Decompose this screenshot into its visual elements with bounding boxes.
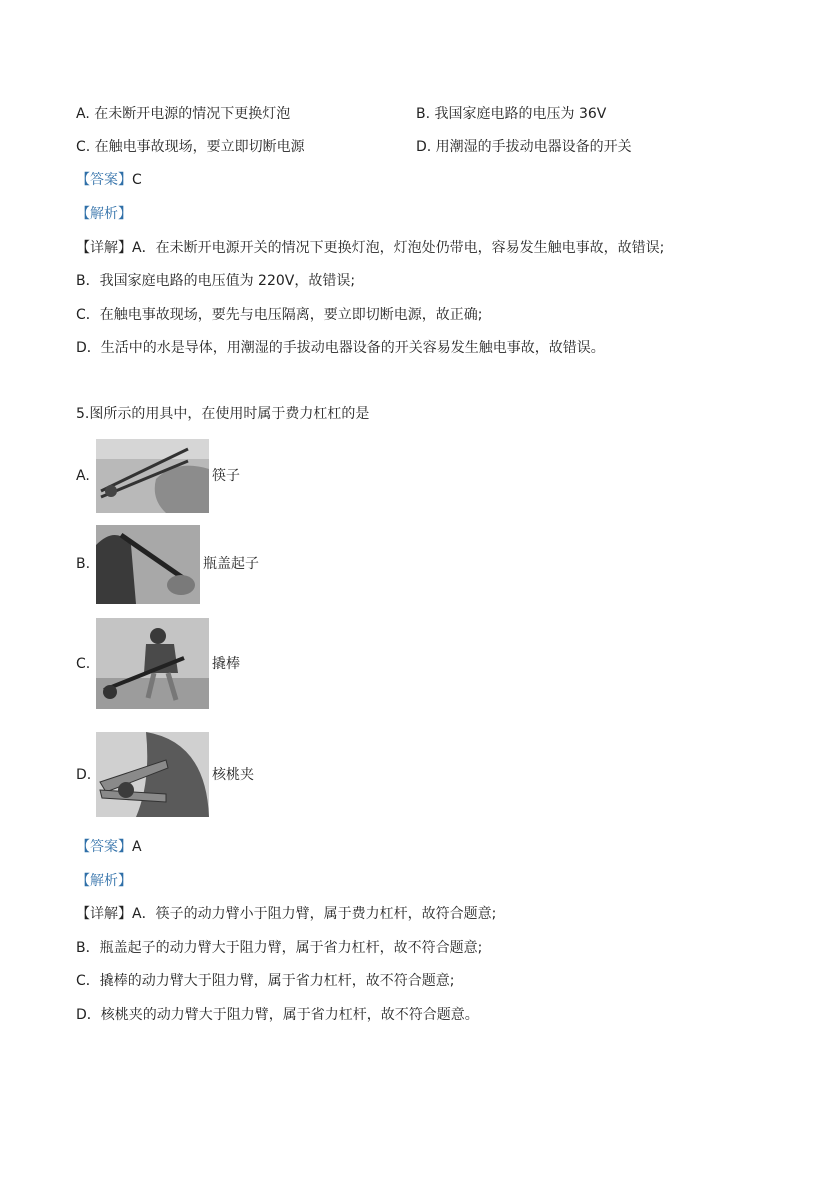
q5-detail-text: A．筷子的动力臂小于阻力臂，属于费力杠杆，故符合题意; (132, 906, 497, 922)
detail-line-c: C．在触电事故现场，要先与电压隔离，要立即切断电源，故正确; (76, 307, 483, 323)
detail-tag: 【详解】 (76, 240, 132, 256)
answer-line (76, 170, 142, 190)
detail-line-a (76, 238, 664, 258)
q5-detail-line-d: D．核桃夹的动力臂大于阻力臂，属于省力杠杆，故不符合题意。 (76, 1007, 479, 1023)
answer-tag: 【答案】 (76, 172, 132, 188)
option-d: D. 用潮湿的手拔动电器设备的开关 (416, 139, 632, 155)
q5-detail-line-a (76, 904, 496, 924)
option-c: C. 在触电事故现场，要立即切断电源 (76, 139, 305, 155)
question-stem: 5.图所示的用具中，在使用时属于费力杠杠的是 (76, 406, 370, 422)
option-caption-d: 核桃夹 (212, 767, 254, 783)
q5-answer-value: A (132, 839, 142, 855)
q5-answer-line (76, 837, 142, 857)
detail-line-b: B．我国家庭电路的电压值为 220V，故错误; (76, 273, 356, 289)
option-letter-c: C. (76, 656, 91, 672)
crowbar-image (96, 618, 209, 709)
analysis-tag: 【解析】 (76, 206, 132, 222)
q5-analysis-tag: 【解析】 (76, 873, 132, 889)
bottle-opener-image (96, 525, 200, 604)
option-caption-b: 瓶盖起子 (203, 556, 259, 572)
nutcracker-image (96, 732, 209, 817)
option-b: B. 我国家庭电路的电压为 36V (416, 106, 607, 122)
option-letter-a: A. (76, 468, 90, 484)
option-letter-d: D. (76, 767, 92, 783)
q5-answer-tag: 【答案】 (76, 839, 132, 855)
q5-detail-tag: 【详解】 (76, 906, 132, 922)
option-a: A. 在未断开电源的情况下更换灯泡 (76, 106, 291, 122)
q5-detail-line-b: B．瓶盖起子的动力臂大于阻力臂，属于省力杠杆，故不符合题意; (76, 940, 483, 956)
option-caption-c: 撬棒 (212, 656, 240, 672)
answer-value: C (132, 172, 142, 188)
detail-line-d: D．生活中的水是导体，用潮湿的手拔动电器设备的开关容易发生触电事故，故错误。 (76, 340, 605, 356)
detail-text: A．在未断开电源开关的情况下更换灯泡，灯泡处仍带电，容易发生触电事故，故错误; (132, 240, 665, 256)
option-caption-a: 筷子 (212, 468, 240, 484)
q5-detail-line-c: C．撬棒的动力臂大于阻力臂，属于省力杠杆，故不符合题意; (76, 973, 455, 989)
option-letter-b: B. (76, 556, 91, 572)
chopsticks-image (96, 439, 209, 513)
